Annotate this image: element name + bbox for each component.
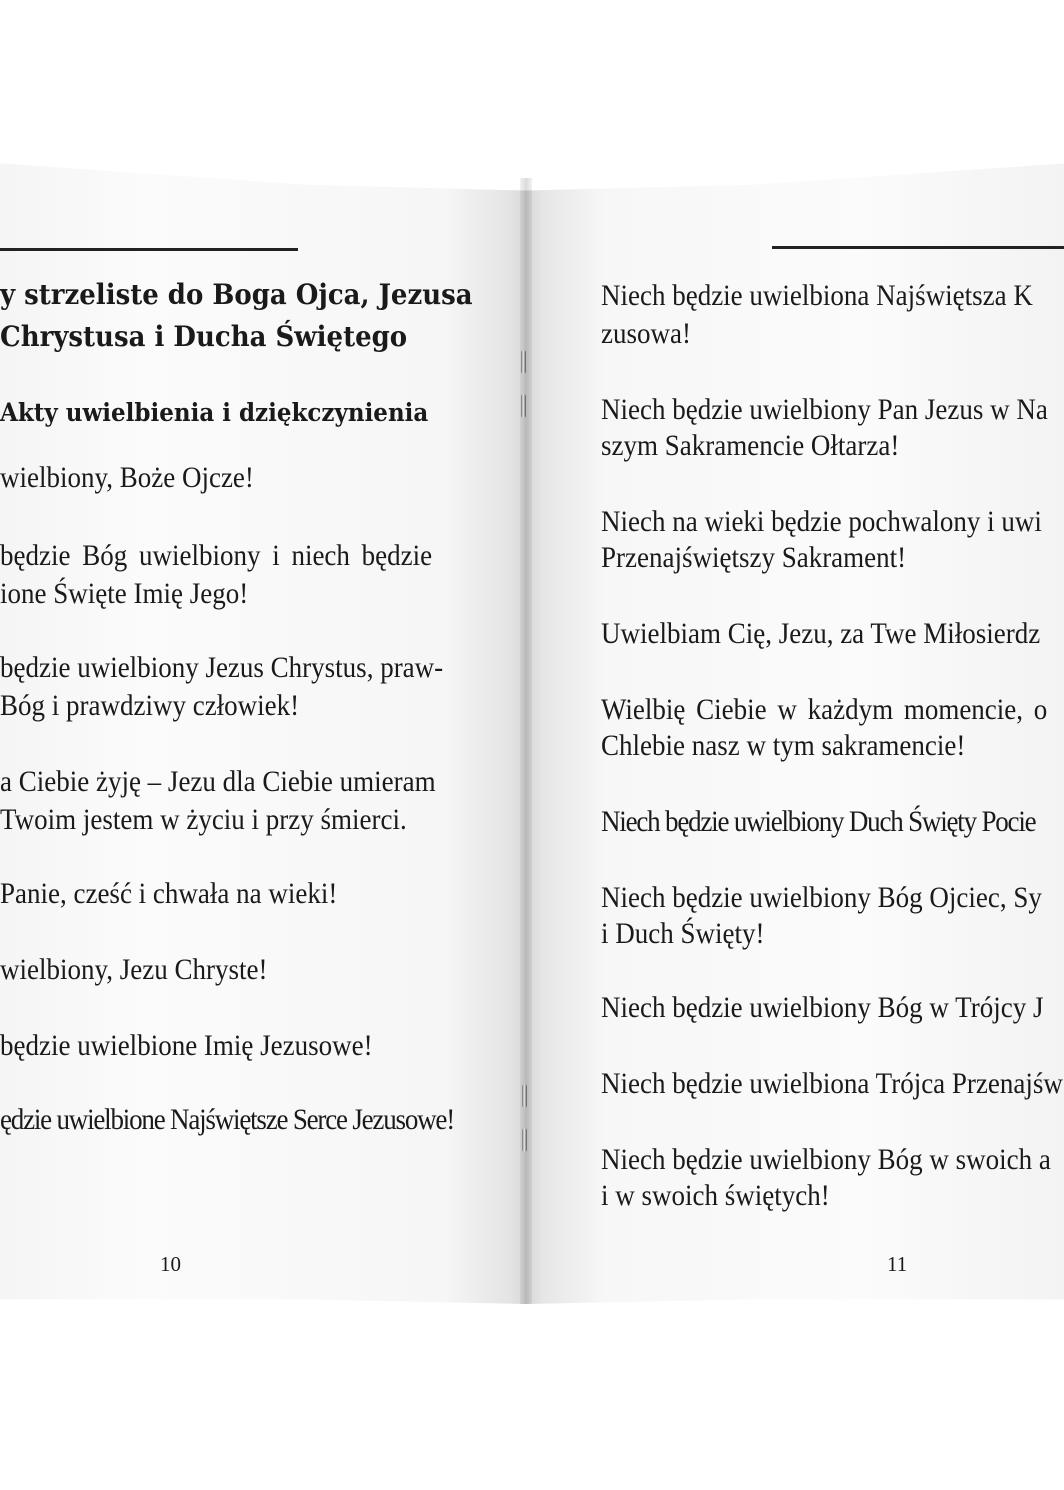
left-text-line: będzie Bóg uwielbiony i niech będzie	[0, 539, 433, 572]
right-text-line: Niech będzie uwielbiony Bóg w swoich a	[601, 1143, 1051, 1176]
right-text-line: Wielbię Ciebie w każdym momencie, o	[601, 693, 1048, 726]
right-text-line: Niech będzie uwielbiona Najświętsza K	[601, 279, 1033, 312]
left-text-line: będzie uwielbiony Jezus Chrystus, praw-	[0, 651, 444, 684]
right-text-line: Niech będzie uwielbiony Pan Jezus w Na	[601, 393, 1048, 426]
right-text-line: i Duch Święty!	[601, 917, 765, 950]
right-text-line: Niech na wieki będzie pochwalony i uwi	[601, 505, 1042, 538]
left-text-line: a Ciebie żyję – Jezu dla Ciebie umieram	[0, 765, 436, 798]
right-text-line: Chlebie nasz w tym sakramencie!	[601, 729, 966, 762]
left-text-line: wielbiony, Boże Ojcze!	[0, 461, 254, 494]
chapter-heading-line-1: y strzeliste do Boga Ojca, Jezusa	[0, 279, 473, 312]
left-text-line: będzie uwielbione Imię Jezusowe!	[0, 1029, 373, 1062]
staple-top-upper	[521, 350, 526, 374]
staple-bottom-lower	[522, 1128, 527, 1152]
right-text-line: szym Sakramencie Ołtarza!	[601, 429, 900, 462]
right-text-line: i w swoich świętych!	[601, 1179, 830, 1212]
left-text-line: Panie, cześć i chwała na wieki!	[0, 877, 338, 910]
right-text-line: Niech będzie uwielbiona Trójca Przenajśw	[601, 1067, 1063, 1100]
right-text-line: Niech będzie uwielbiony Bóg w Trójcy J	[601, 991, 1044, 1024]
left-text-line: wielbiony, Jezu Chryste!	[0, 953, 268, 986]
left-text-line: ione Święte Imię Jego!	[0, 577, 249, 610]
left-text-line: Twoim jestem w życiu i przy śmierci.	[0, 803, 407, 836]
section-subheading: Akty uwielbienia i dziękczynienia	[0, 398, 429, 428]
right-text-line: zusowa!	[601, 317, 691, 350]
chapter-heading-line-2: Chrystusa i Ducha Świętego	[0, 321, 408, 354]
right-header-rule	[772, 246, 1064, 249]
right-text-line: Niech będzie uwielbiony Duch Święty Pocie	[601, 805, 1036, 838]
right-text-line: Uwielbiam Cię, Jezu, za Twe Miłosierdz	[601, 617, 1041, 650]
staple-bottom-upper	[522, 1084, 527, 1108]
page-number-right: 11	[887, 1252, 908, 1276]
staple-top-lower	[521, 394, 526, 418]
left-text-line: Bóg i prawdziwy człowiek!	[0, 689, 300, 722]
left-text-line: ędzie uwielbione Najświętsze Serce Jezusowe!	[0, 1103, 454, 1136]
right-text-line: Niech będzie uwielbiony Bóg Ojciec, Sy	[601, 881, 1042, 914]
right-text-line: Przenajświętszy Sakrament!	[601, 541, 907, 574]
page-number-left: 10	[160, 1252, 181, 1276]
left-header-rule	[0, 248, 298, 251]
